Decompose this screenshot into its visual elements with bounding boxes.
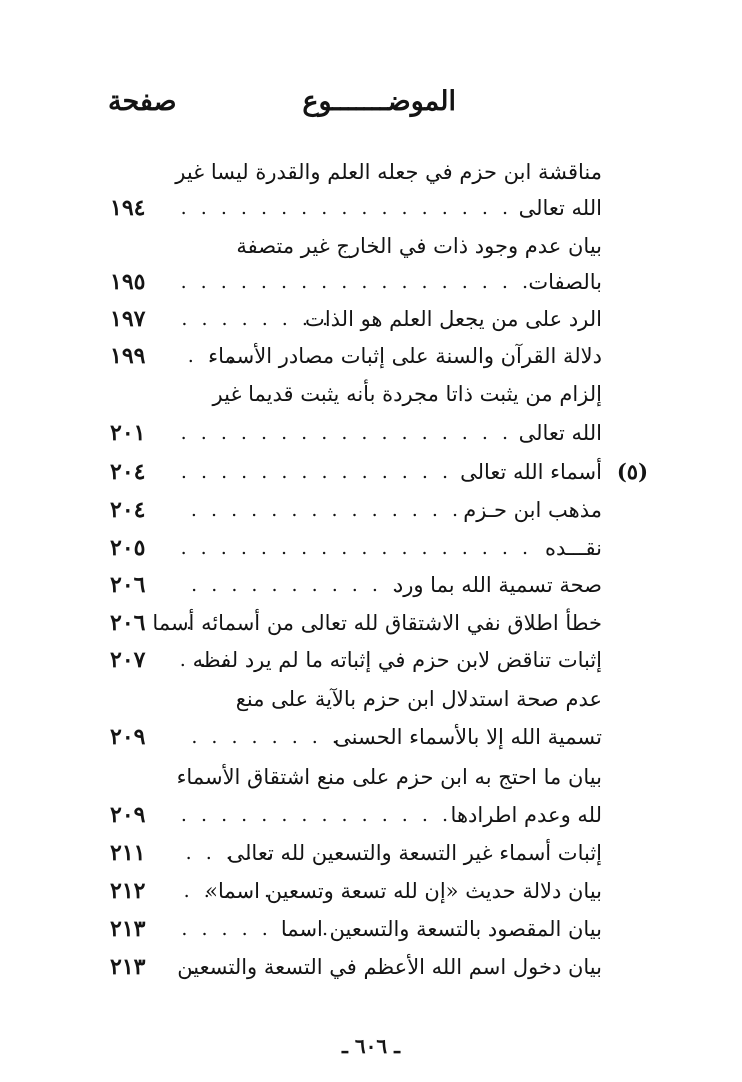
dot-leader <box>178 300 332 338</box>
entry-text: عدم صحة استدلال ابن حزم بالآية على منع <box>235 687 602 711</box>
entry-page-number: ٢١٣ <box>110 916 146 942</box>
dot-leader <box>178 529 532 567</box>
entry-text: خطأ اطلاق نفي الاشتقاق لله تعالى من أسمائه أسما <box>152 611 602 635</box>
entry-page-number: ١٩٤ <box>110 195 146 221</box>
dot-leader <box>178 414 512 452</box>
entry-text: صحة تسمية الله بما ورد <box>393 573 602 597</box>
entry-text: لله وعدم اطرادها <box>450 803 602 827</box>
entry-text: تسمية الله إلا بالأسماء الحسنى <box>334 725 602 749</box>
toc-entry <box>110 718 602 756</box>
entry-text: الرد على من يجعل العلم هو الذات <box>305 307 602 331</box>
toc-entry <box>110 872 602 910</box>
dot-leader <box>178 872 274 910</box>
entry-text: نقـــده <box>545 536 602 560</box>
entry-text: الله تعالى <box>518 196 602 220</box>
entry-page-number: ٢٠٥ <box>110 535 146 561</box>
entry-page-number: ٢١٣ <box>110 954 146 980</box>
toc-entry <box>110 834 602 872</box>
entry-page-number: ٢١١ <box>110 840 146 866</box>
entry-text: بيان ما احتج به ابن حزم على منع اشتقاق الأسماء <box>176 765 602 789</box>
topic-column-header: الموضـــــــوع <box>302 86 456 117</box>
toc-entry <box>110 796 602 834</box>
dot-leader <box>178 337 258 375</box>
entry-text: إلزام من يثبت ذاتا مجردة بأنه يثبت قديما غير <box>212 382 602 406</box>
entry-page-number: ١٩٩ <box>110 343 146 369</box>
dot-leader <box>178 491 462 529</box>
toc-entry <box>110 375 602 413</box>
entry-page-number: ٢٠٤ <box>110 459 146 485</box>
dot-leader <box>178 566 402 604</box>
entry-text: أسماء الله تعالى <box>460 460 602 484</box>
entry-page-number: ١٩٧ <box>110 306 146 332</box>
toc-entry <box>110 758 602 796</box>
toc-entry <box>110 529 602 567</box>
toc-entry <box>110 604 602 642</box>
toc-entry <box>110 337 602 375</box>
toc-entry <box>110 300 602 338</box>
entry-page-number: ٢٠٦ <box>110 572 146 598</box>
dot-leader <box>178 948 240 986</box>
entry-text: إثبات تناقض لابن حزم في إثباته ما لم يرد لفظه <box>192 648 602 672</box>
entry-page-number: ٢٠٦ <box>110 610 146 636</box>
toc-entry <box>110 680 602 718</box>
toc-entry <box>110 566 602 604</box>
dot-leader <box>178 189 512 227</box>
section-number: (٥) <box>616 459 648 484</box>
page-number-footer: ـ ٦٠٦ ـ <box>342 1034 400 1058</box>
dot-leader <box>178 834 276 872</box>
entry-text: بيان المقصود بالتسعة والتسعين اسما <box>280 917 602 941</box>
dot-leader <box>178 910 332 948</box>
entry-page-number: ٢٠٩ <box>110 802 146 828</box>
entry-page-number: ٢١٢ <box>110 878 146 904</box>
entry-page-number: ١٩٥ <box>110 269 146 295</box>
entry-text: مذهب ابن حـزم <box>463 498 602 522</box>
toc-entry <box>110 263 602 301</box>
entry-page-number: ٢٠٤ <box>110 497 146 523</box>
dot-leader <box>178 718 362 756</box>
dot-leader <box>178 604 196 642</box>
toc-entry <box>110 491 602 529</box>
toc-entry <box>110 948 602 986</box>
entry-text: بيان عدم وجود ذات في الخارج غير متصفة <box>236 234 602 258</box>
entry-text: بيان دخول اسم الله الأعظم في التسعة والتسعين <box>177 955 602 979</box>
toc-entry <box>110 910 602 948</box>
toc-entry <box>110 189 602 227</box>
entry-text: إثبات أسماء غير التسعة والتسعين لله تعالى <box>227 841 602 865</box>
toc-entry <box>110 227 602 265</box>
entry-page-number: ٢٠٧ <box>110 647 146 673</box>
dot-leader <box>178 263 532 301</box>
toc-entry <box>110 641 602 679</box>
page-column-header: صفحة <box>108 86 177 117</box>
dot-leader <box>178 641 230 679</box>
entry-text: الله تعالى <box>518 421 602 445</box>
entry-text: بالصفات <box>528 270 602 294</box>
toc-entry <box>110 153 602 191</box>
toc-entry <box>110 453 648 491</box>
dot-leader <box>178 796 452 834</box>
dot-leader <box>178 453 452 491</box>
entry-text: مناقشة ابن حزم في جعله العلم والقدرة ليسا غير <box>175 160 602 184</box>
entry-page-number: ٢٠٩ <box>110 724 146 750</box>
entry-page-number: ٢٠١ <box>110 420 146 446</box>
toc-entry <box>110 414 602 452</box>
entry-text: بيان دلالة حديث «إن لله تسعة وتسعين اسما» <box>205 879 602 903</box>
entry-text: دلالة القرآن والسنة على إثبات مصادر الأسماء <box>208 344 602 368</box>
